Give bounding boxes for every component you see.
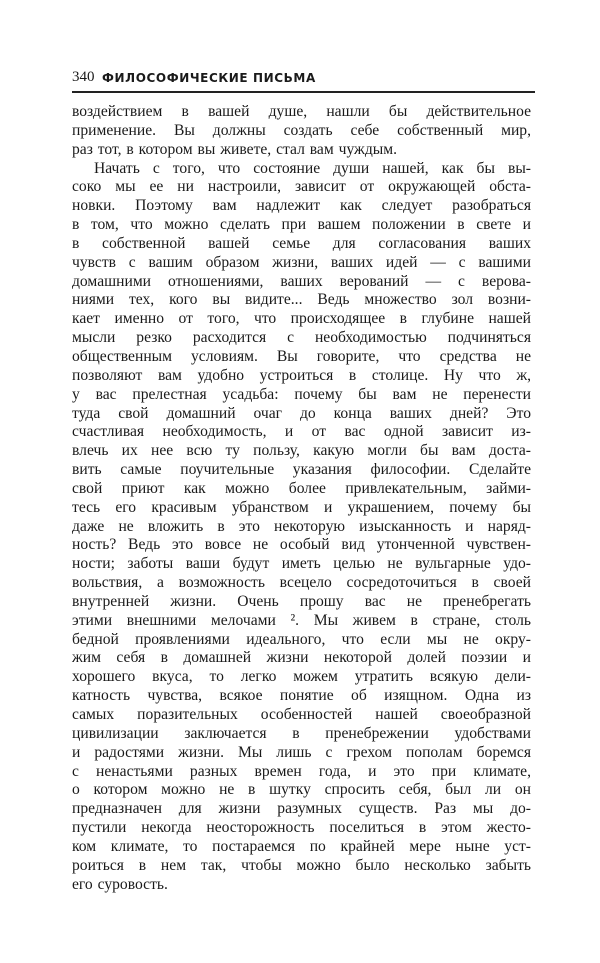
text-line: свой приют как можно более привлекательным, займи- (72, 479, 531, 497)
text-line: ность? Ведь это вовсе не особый вид утонченной чувствен- (72, 536, 531, 554)
text-line: чувств с вашим образом жизни, ваших идей — с вашими (72, 253, 531, 271)
text-line: этими внешними мелочами ². Мы живем в стране, столь (72, 611, 531, 629)
text-line: общественным условиям. Вы говорите, что средства не (72, 347, 531, 365)
text-line: роиться в нем так, чтобы можно было несколько забыть (72, 856, 531, 874)
text-line: у вас прелестная усадьба: почему бы вам не перенести (72, 385, 531, 403)
text-line: о котором можно не в шутку спросить себя, был ли он (72, 781, 531, 799)
text-line: ниями тех, кого вы видите... Ведь множество зол возни- (72, 291, 531, 309)
text-line: его суровость. (72, 875, 168, 893)
text-line: ком климате, то постараемся по крайней мере ныне уст- (72, 837, 531, 855)
text-line: туда свой домашний очаг до конца ваших дней? Это (72, 404, 531, 422)
text-line: новки. Поэтому вам надлежит как следует разобраться (72, 197, 531, 215)
text-line: применение. Вы должны создать себе собственный мир, (72, 121, 531, 139)
text-line: раз тот, в котором вы живете, стал вам чуждым. (72, 140, 397, 158)
text-line: внутренней жизни. Очень прошу вас не пренебрегать (72, 592, 531, 610)
text-line: вольствия, а возможность всецело сосредоточиться в своей (72, 574, 531, 592)
text-line: Начать с того, что состояние души нашей, как бы вы- (94, 159, 531, 177)
text-line: мысли резко расходится с необходимостью подчиняться (72, 329, 531, 347)
text-line: счастливая необходимость, и от вас одной зависит из- (72, 423, 531, 441)
text-line: даже не вложить в это некоторую изысканность и наряд- (72, 517, 531, 535)
header-rule (72, 91, 535, 93)
text-line: в собственной вашей семье для согласования ваших (72, 234, 531, 252)
text-line: тесь его красивым убранством и украшением, почему бы (72, 498, 531, 516)
running-title: ФИЛОСОФИЧЕСКИЕ ПИСЬМА (102, 71, 316, 85)
text-line: в том, что можно сделать при вашем положении в свете и (72, 216, 531, 234)
body-text (72, 103, 531, 894)
text-line: влечь их нее всю ту пользу, какую могли бы вам доста- (72, 442, 531, 460)
text-line: воздействием в вашей душе, нашли бы действительное (72, 103, 531, 120)
text-line: пустили некогда неосторожность поселиться в этом жесто- (72, 819, 531, 837)
page-number: 340 (72, 69, 95, 85)
running-header (72, 69, 535, 87)
text-line: самых поразительных особенностей нашей своеобразной (72, 706, 531, 723)
text-line: хорошего вкуса, то легко можем утратить всякую дели- (72, 668, 531, 686)
text-line: цивилизации заключается в пренебрежении удобствами (72, 724, 531, 742)
text-line: позволяют вам удобно устроиться в столице. Ну что ж, (72, 366, 531, 384)
text-line: и радостями жизни. Мы лишь с грехом пополам боремся (72, 743, 531, 761)
text-line: бедной проявлениями идеального, что если мы не окру- (72, 630, 531, 648)
text-line: домашними отношениями, ваших верований — с верова- (72, 272, 531, 290)
text-line: катность чувства, всякое понятие об изящном. Одна из (72, 687, 531, 705)
text-line: предназначен для жизни разумных существ. Раз мы до- (72, 800, 531, 818)
text-line: с ненастьями разных времен года, и это при климате, (72, 762, 531, 780)
text-line: ности; заботы ваши будут иметь целью не вульгарные удо- (72, 555, 531, 573)
text-line: жим себя в домашней жизни некоторой долей поэзии и (72, 649, 531, 667)
text-line: соко мы ее ни настроили, зависит от окружающей обста- (72, 178, 531, 196)
text-line: вить самые поучительные указания философии. Сделайте (72, 461, 531, 479)
text-line: кает именно от того, что происходящее в глубине нашей (72, 310, 531, 328)
